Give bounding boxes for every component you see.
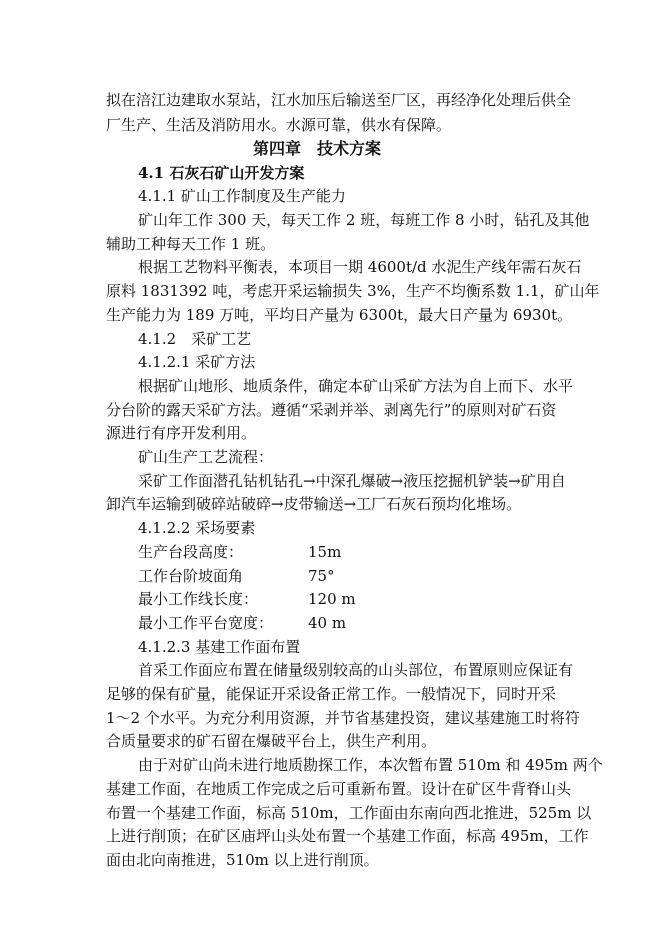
survey-line-1: 由于对矿山尚未进行地质勘探工作，本次暂布置 510m 和 495m 两个 bbox=[138, 756, 603, 774]
balance-line-1: 根据工艺物料平衡表，本项目一期 4600t/d 水泥生产线年需石灰石 bbox=[138, 258, 582, 276]
survey-line-3: 布置一个基建工作面，标高 510m，工作面由东南向西北推进，525m 以 bbox=[106, 804, 592, 822]
section-4-1-2-heading: 4.1.2 采矿工艺 bbox=[138, 330, 252, 348]
section-4-1-heading: 4.1 石灰石矿山开发方案 bbox=[138, 164, 305, 182]
survey-line-4: 上进行削顶；在矿区庙坪山头处布置一个基建工作面，标高 495m，工作 bbox=[106, 827, 589, 845]
survey-line-5: 面由北向南推进，510m 以上进行削顶。 bbox=[106, 851, 379, 869]
param-label: 工作台阶坡面角 bbox=[138, 567, 244, 585]
flow-line-1: 采矿工作面潜孔钻机钻孔→中深孔爆破→液压挖掘机铲装→矿用自 bbox=[138, 472, 566, 490]
survey-line-2: 基建工作面，在地质工作完成之后可重新布置。设计在矿区牛背脊山头 bbox=[106, 780, 572, 798]
layout-line-3: 1～2 个水平。为充分利用资源，并节省基建投资，建议基建施工时将符 bbox=[106, 709, 580, 727]
param-label: 最小工作线长度： bbox=[138, 590, 259, 608]
method-line-1: 根据矿山地形、地质条件，确定本矿山采矿方法为自上而下、水平 bbox=[138, 377, 574, 395]
section-4-1-2-3-heading: 4.1.2.3 基建工作面布置 bbox=[138, 638, 301, 656]
section-4-1-2-2-heading: 4.1.2.2 采场要素 bbox=[138, 519, 256, 537]
section-4-1-1-heading: 4.1.1 矿山工作制度及生产能力 bbox=[138, 187, 346, 205]
balance-line-2: 原料 1831392 吨，考虑开采运输损失 3%，生产不均衡系数 1.1，矿山年 bbox=[106, 282, 600, 300]
balance-line-3: 生产能力为 189 万吨，平均日产量为 6300t，最大日产量为 6930t。 bbox=[106, 306, 573, 324]
flow-label: 矿山生产工艺流程： bbox=[138, 448, 274, 466]
param-value: 75° bbox=[308, 567, 335, 585]
intro-line-1: 拟在涪江边建取水泵站，江水加压后输送至厂区，再经净化处理后供全 bbox=[106, 91, 572, 109]
param-value: 15m bbox=[308, 543, 342, 561]
flow-line-2: 卸汽车运输到破碎站破碎→皮带输送→工厂石灰石预均化堆场。 bbox=[106, 495, 522, 513]
section-4-1-2-1-heading: 4.1.2.1 采矿方法 bbox=[138, 353, 256, 371]
layout-line-1: 首采工作面应布置在储量级别较高的山头部位，布置原则应保证有 bbox=[138, 661, 574, 679]
method-line-2: 分台阶的露天采矿方法。遵循“采剥并举、剥离先行”的原则对矿石资 bbox=[106, 401, 557, 419]
schedule-line-1: 矿山年工作 300 天，每天工作 2 班，每班工作 8 小时，钻孔及其他 bbox=[138, 211, 590, 229]
param-value: 120 m bbox=[308, 590, 356, 608]
layout-line-4: 合质量要求的矿石留在爆破平台上，供生产利用。 bbox=[106, 732, 437, 750]
schedule-line-2: 辅助工种每天工作 1 班。 bbox=[106, 235, 276, 253]
method-line-3: 源进行有序开发利用。 bbox=[106, 424, 257, 442]
param-label: 最小工作平台宽度： bbox=[138, 614, 274, 632]
param-label: 生产台段高度： bbox=[138, 543, 244, 561]
intro-line-2: 厂生产、生活及消防用水。水源可靠，供水有保障。 bbox=[106, 116, 452, 134]
layout-line-2: 足够的保有矿量，能保证开采设备正常工作。一般情况下，同时开采 bbox=[106, 685, 557, 703]
param-value: 40 m bbox=[308, 614, 347, 632]
chapter-title: 第四章 技术方案 bbox=[253, 139, 382, 158]
